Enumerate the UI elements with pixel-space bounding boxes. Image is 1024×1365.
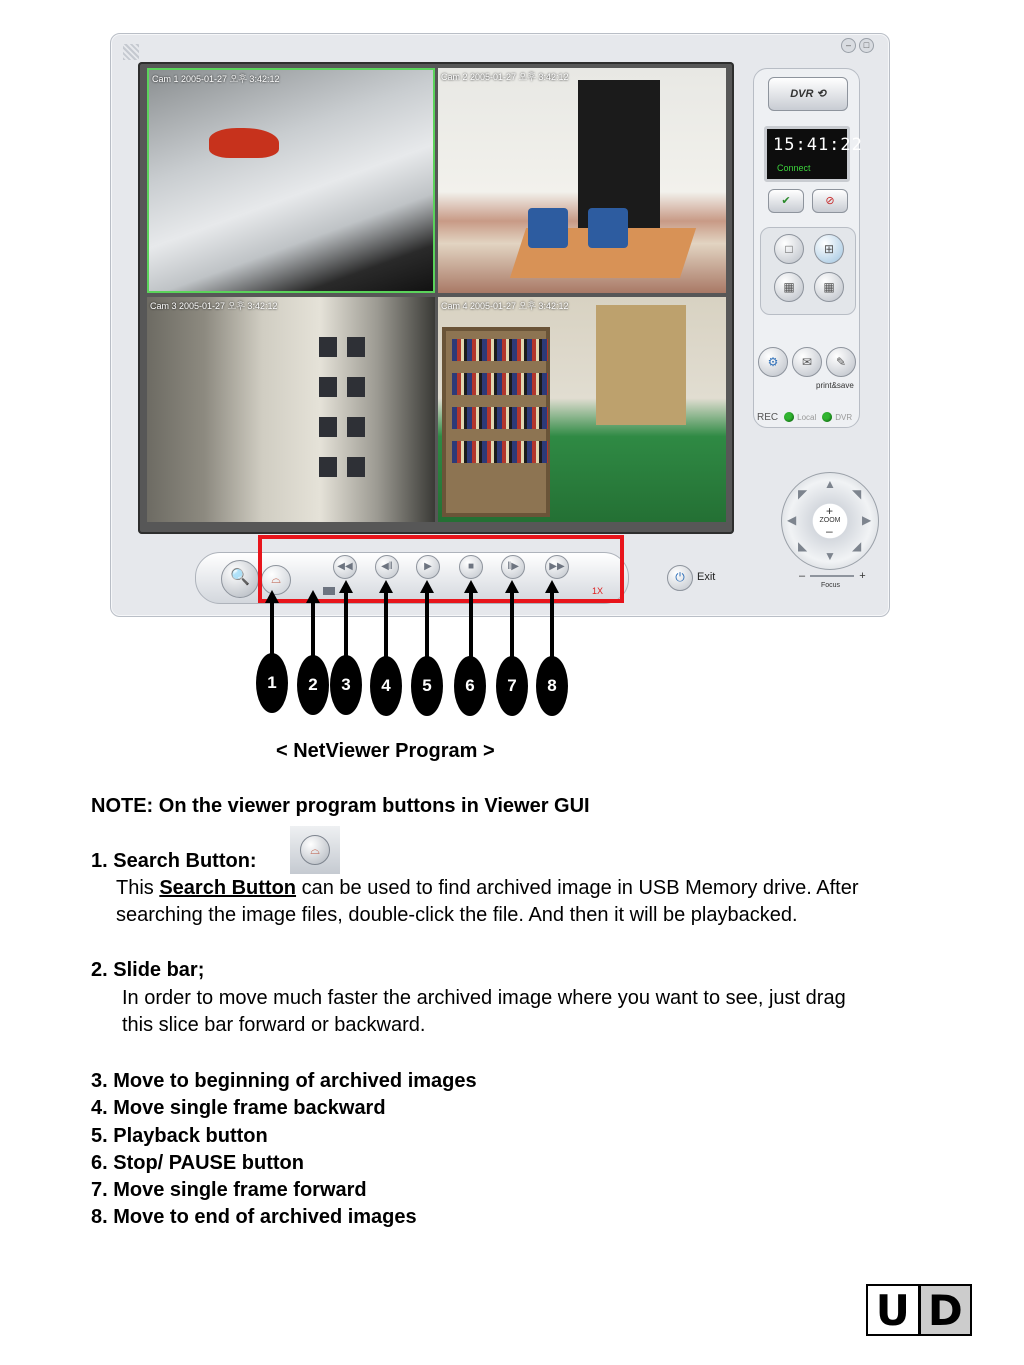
search-icon: ⌓ <box>300 835 330 865</box>
dvr-button[interactable]: DVR ⟲ <box>768 77 848 111</box>
speed-label: 1X <box>592 586 604 596</box>
minimize-button[interactable]: – <box>841 38 856 53</box>
figure-caption: < NetViewer Program > <box>276 740 495 762</box>
window-shape <box>319 337 337 357</box>
slide-bar-heading: 2. Slide bar; <box>91 959 205 981</box>
arrow-1-line <box>270 600 274 658</box>
camera-view-3[interactable] <box>147 297 435 522</box>
search-text-prefix: This <box>116 877 160 899</box>
callout-3: 3 <box>330 655 362 715</box>
books-row <box>452 407 548 429</box>
window-shape <box>347 337 365 357</box>
print-icon[interactable]: ✉ <box>792 347 822 377</box>
window-shape <box>319 377 337 397</box>
camera-label: Cam 1 2005-01-27 오후 3:42:12 <box>152 74 280 84</box>
zoom-out-button[interactable]: – <box>826 524 833 538</box>
layout-selector <box>760 227 856 315</box>
books-row <box>452 373 548 395</box>
arrow-down-icon[interactable]: ▼ <box>824 549 836 563</box>
arrow-up-icon[interactable]: ▲ <box>824 477 836 491</box>
arrow-down-right-icon[interactable]: ◢ <box>852 539 862 553</box>
focus-control <box>799 570 866 582</box>
arrow-3-line <box>344 590 348 658</box>
ptz-zoom-pad[interactable] <box>781 472 879 570</box>
note-heading: NOTE: On the viewer program buttons in Viewer GUI <box>91 795 590 817</box>
magnifier-button[interactable]: 🔍 <box>221 560 259 598</box>
window-grip <box>123 44 139 60</box>
callout-1: 1 <box>256 653 288 713</box>
callout-5: 5 <box>411 656 443 716</box>
door-shape <box>596 305 686 425</box>
search-button-image <box>290 826 340 874</box>
sixteen-view-icon[interactable]: ▦ <box>814 272 844 302</box>
arrow-5-line <box>425 590 429 658</box>
window-shape <box>347 457 365 477</box>
window-shape <box>347 377 365 397</box>
list-item: 6. Stop/ PAUSE button <box>91 1151 304 1174</box>
window-shape <box>319 417 337 437</box>
arrow-2-line <box>311 600 315 658</box>
print-save-label: print&save <box>816 381 854 390</box>
exit-label: Exit <box>697 571 716 583</box>
list-item: 8. Move to end of archived images <box>91 1206 417 1229</box>
netviewer-window <box>110 33 890 617</box>
local-led-icon <box>784 412 794 422</box>
camera-label: Cam 2 2005-01-27 오후 3:42:12 <box>441 72 569 82</box>
search-text-suffix: can be used to find archived image in USB Memory drive. After <box>296 877 859 899</box>
maximize-button[interactable]: □ <box>859 38 874 53</box>
video-grid <box>138 62 734 534</box>
zoom-center <box>814 505 846 537</box>
rec-local-label: Local <box>797 413 817 422</box>
arrow-6-line <box>469 590 473 658</box>
logo-letter-d: D <box>921 1286 971 1334</box>
callout-8: 8 <box>536 656 568 716</box>
books-row <box>452 339 548 361</box>
list-item: 3. Move to beginning of archived images <box>91 1070 477 1092</box>
focus-slider[interactable] <box>810 575 854 577</box>
connect-button[interactable]: ✔ <box>768 189 804 213</box>
control-side-panel <box>753 68 863 428</box>
window-shape <box>347 417 365 437</box>
camera-view-2[interactable] <box>438 68 726 293</box>
focus-plus-button[interactable]: + <box>859 570 866 582</box>
callout-7: 7 <box>496 656 528 716</box>
exit-button[interactable]: ⏻ <box>667 565 693 591</box>
search-description-line-2: searching the image files, double-click the file. And then it will be playbacked. <box>116 904 798 926</box>
stop-pause-button[interactable]: ■ <box>459 555 483 579</box>
arrow-7-line <box>510 590 514 658</box>
search-button[interactable]: ⌓ <box>261 565 291 595</box>
bookshelf-shape <box>442 327 550 517</box>
books-row <box>452 441 548 463</box>
focus-label: Focus <box>821 582 841 589</box>
search-button-heading: 1. Search Button: <box>91 850 257 872</box>
callout-6: 6 <box>454 656 486 716</box>
callout-4: 4 <box>370 656 402 716</box>
camera-view-4[interactable] <box>438 297 726 522</box>
search-button-term: Search Button <box>159 877 297 899</box>
frame-backward-button[interactable]: ◀‖ <box>375 555 399 579</box>
camera-view-1[interactable] <box>147 68 435 293</box>
search-description-line-1 <box>116 875 859 902</box>
forward-to-end-button[interactable]: ▶▶ <box>545 555 569 579</box>
arrow-up-right-icon[interactable]: ◥ <box>852 487 862 501</box>
dvr-led-icon <box>822 412 832 422</box>
nine-view-icon[interactable]: ▦ <box>774 272 804 302</box>
disconnect-button[interactable]: ⊘ <box>812 189 848 213</box>
frame-forward-button[interactable]: ‖▶ <box>501 555 525 579</box>
save-icon[interactable]: ✎ <box>826 347 856 377</box>
single-view-icon[interactable]: □ <box>774 234 804 264</box>
rec-dvr-label: DVR <box>835 413 853 422</box>
rewind-to-start-button[interactable]: ◀◀ <box>333 555 357 579</box>
clock-display <box>764 126 863 182</box>
arrow-4-line <box>384 590 388 658</box>
button-list <box>91 1068 477 1232</box>
camera-label: Cam 3 2005-01-27 오후 3:42:12 <box>150 301 278 311</box>
arrow-left-icon[interactable]: ◀ <box>787 513 797 527</box>
play-button[interactable]: ▶ <box>416 555 440 579</box>
arrow-up-left-icon[interactable]: ◤ <box>798 487 808 501</box>
camera-label: Cam 4 2005-01-27 오후 3:42:12 <box>441 301 569 311</box>
chair-shape <box>588 208 628 248</box>
list-item: 4. Move single frame backward <box>91 1097 386 1120</box>
focus-minus-button[interactable]: – <box>799 570 806 582</box>
ud-logo <box>866 1284 972 1336</box>
settings-icon[interactable]: ⚙ <box>758 347 788 377</box>
callout-2: 2 <box>297 655 329 715</box>
list-item: 5. Playback button <box>91 1124 268 1147</box>
arrow-8-line <box>550 590 554 658</box>
list-item: 7. Move single frame forward <box>91 1179 367 1202</box>
logo-letter-u: U <box>868 1286 921 1334</box>
clock-time: 15:41:22 <box>773 135 863 155</box>
zoom-in-button[interactable]: + <box>826 504 834 518</box>
slide-description-line-1: In order to move much faster the archived image where you want to see, just drag <box>122 987 846 1009</box>
window-shape <box>319 457 337 477</box>
quad-view-icon[interactable]: ⊞ <box>814 234 844 264</box>
arrow-right-icon[interactable]: ▶ <box>862 513 872 527</box>
rec-indicator <box>757 412 852 423</box>
arrow-down-left-icon[interactable]: ◣ <box>798 539 808 553</box>
slide-description-line-2: this slice bar forward or backward. <box>122 1014 426 1036</box>
zoom-label: ZOOM <box>819 517 841 524</box>
connection-status: Connect <box>777 163 811 173</box>
dvr-button-label: DVR <box>790 88 814 100</box>
rec-label: REC <box>757 412 779 423</box>
helicopter-shape <box>209 128 279 158</box>
chair-shape <box>528 208 568 248</box>
